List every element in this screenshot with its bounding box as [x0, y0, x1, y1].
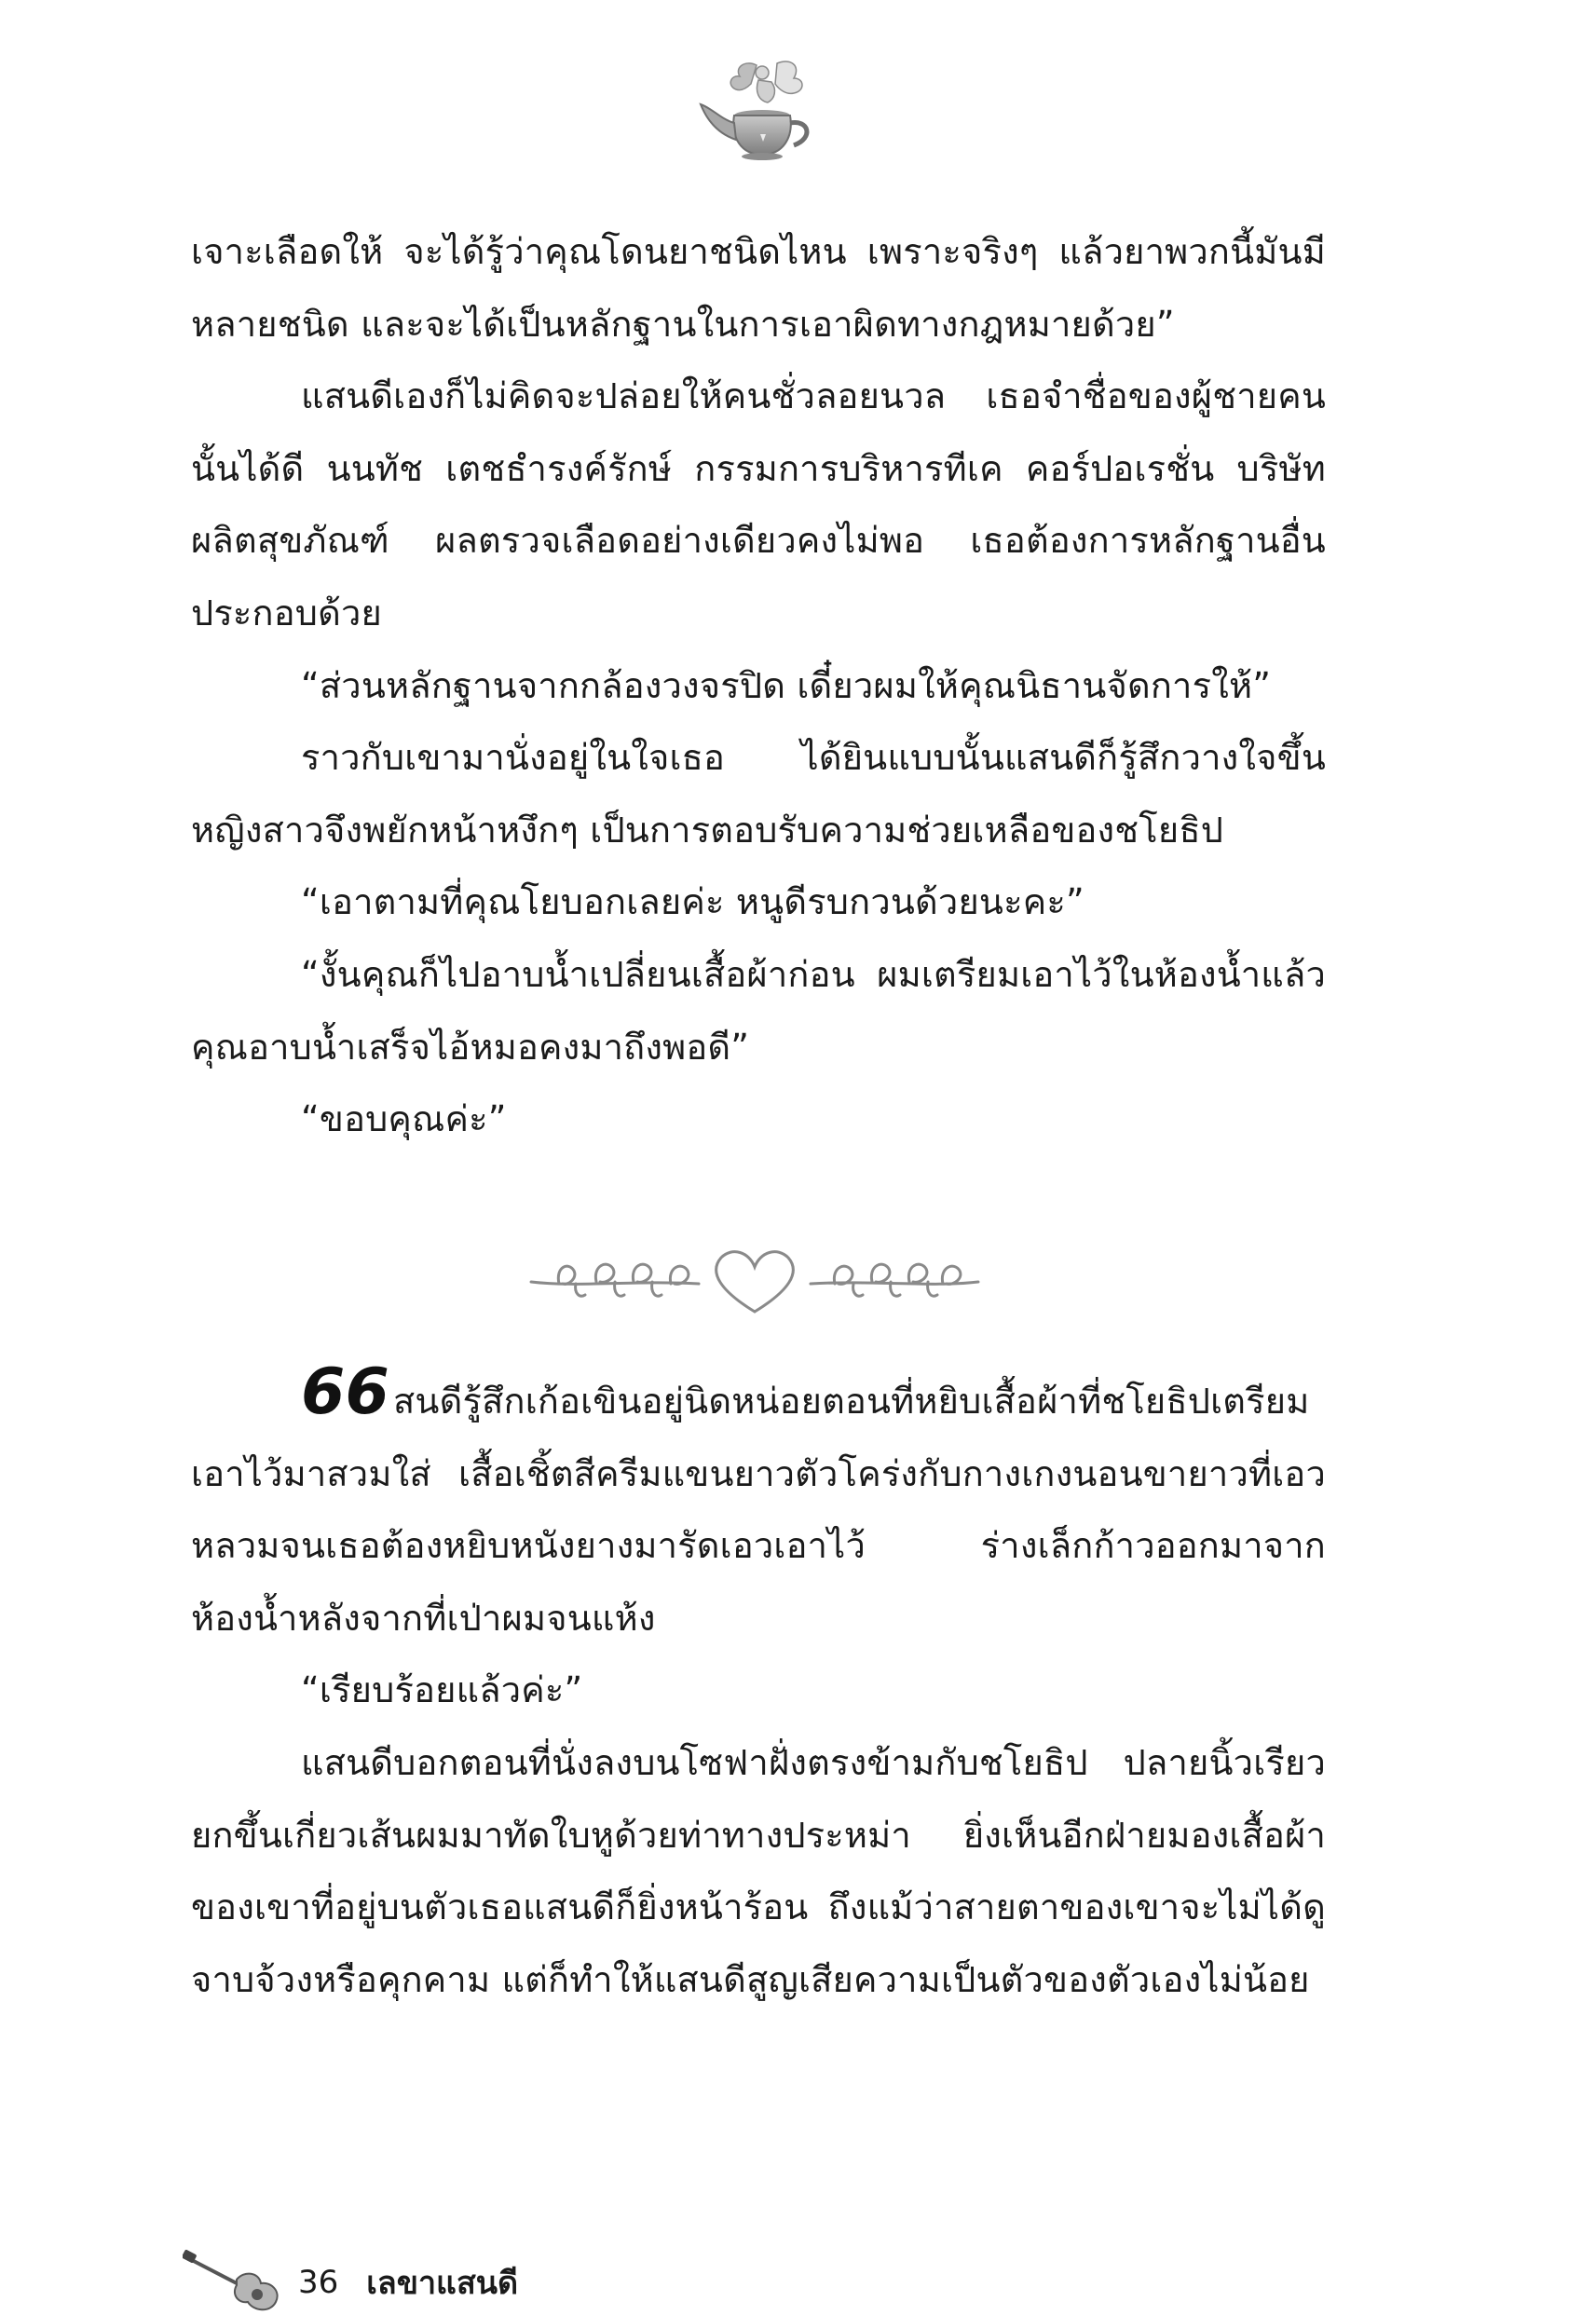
paragraph: “ส่วนหลักฐานจากกล้องวงจรปิด เดี๋ยวผมให้คุณนิธานจัดการให้”: [301, 664, 1272, 706]
body-text-upper: [191, 216, 1326, 1156]
paragraph-text: สนดีรู้สึกเก้อเขินอยู่นิดหน่อยตอนที่หยิบเสื้อผ้าที่ชโยธิปเตรียมเอาไว้มาสวมใส่ เสื้อเชิ้ตสีครีมแขนยาวตัวโคร่งกับกางเกงนอนขายาวที่เอวหลวมจนเธอต้องหยิบหนังยางมารัดเอวเอาไว้ ร่างเล็กก้าวออกมาจากห้องน้ำหลังจากที่เป่าผมจนแห้ง: [191, 1381, 1326, 1639]
paragraph: “งั้นคุณก็ไปอาบน้ำเปลี่ยนเสื้อผ้าก่อน ผมเตรียมเอาไว้ในห้องน้ำแล้ว คุณอาบน้ำเสร็จไอ้หมอคงมาถึงพอดี”: [191, 953, 1326, 1068]
paragraph: “เอาตามที่คุณโยบอกเลยค่ะ หนูดีรบกวนด้วยนะคะ”: [301, 881, 1084, 923]
paragraph: แสนดีเองก็ไม่คิดจะปล่อยให้คนชั่วลอยนวล เธอจำชื่อของผู้ชายคนนั้นได้ดี นนทัช เตชธำรงค์รักษ์ กรรมการบริหารทีเค คอร์ปอเรชั่น บริษัทผลิตสุขภัณฑ์ ผลตรวจเลือดอย่างเดียวคงไม่พอ เธอต้องการหลักฐานอื่นประกอบด้วย: [191, 375, 1326, 633]
paragraph: “เรียบร้อยแล้วค่ะ”: [301, 1669, 583, 1711]
paragraph: แสนดีบอกตอนที่นั่งลงบนโซฟาฝั่งตรงข้ามกับชโยธิป ปลายนิ้วเรียวยกขึ้นเกี่ยวเส้นผมมาทัดใบหูด้วยท่าทางประหม่า ยิ่งเห็นอีกฝ่ายมองเสื้อผ้าของเขาที่อยู่บนตัวเธอแสนดีก็ยิ่งหน้าร้อน ถึงแม้ว่าสายตาของเขาจะไม่ได้ดูจาบจ้วงหรือคุกคาม แต่ก็ทำให้แสนดีสูญเสียความเป็นตัวของตัวเองไม่น้อย: [191, 1741, 1326, 2000]
guitar-icon: [183, 2250, 285, 2315]
page-footer: [183, 2254, 518, 2310]
page-number: 36: [298, 2264, 339, 2301]
teapot-cupid-icon: [689, 58, 829, 170]
heart-vine-divider-icon: [522, 1239, 988, 1323]
paragraph-with-dropcap: [191, 1355, 1326, 1655]
dropcap: 66: [301, 1355, 390, 1429]
body-text-lower: [191, 1355, 1326, 2016]
paragraph: ราวกับเขามานั่งอยู่ในใจเธอ ได้ยินแบบนั้นแสนดีก็รู้สึกวางใจขึ้น หญิงสาวจึงพยักหน้าหงึกๆ เป็นการตอบรับความช่วยเหลือของชโยธิป: [191, 737, 1326, 851]
paragraph: “ขอบคุณค่ะ”: [301, 1098, 507, 1140]
book-title: เลขาแสนดี: [366, 2265, 519, 2302]
paragraph: เจาะเลือดให้ จะได้รู้ว่าคุณโดนยาชนิดไหน เพราะจริงๆ แล้วยาพวกนี้มันมีหลายชนิด และจะได้เป็นหลักฐานในการเอาผิดทางกฎหมายด้วย”: [191, 231, 1326, 345]
